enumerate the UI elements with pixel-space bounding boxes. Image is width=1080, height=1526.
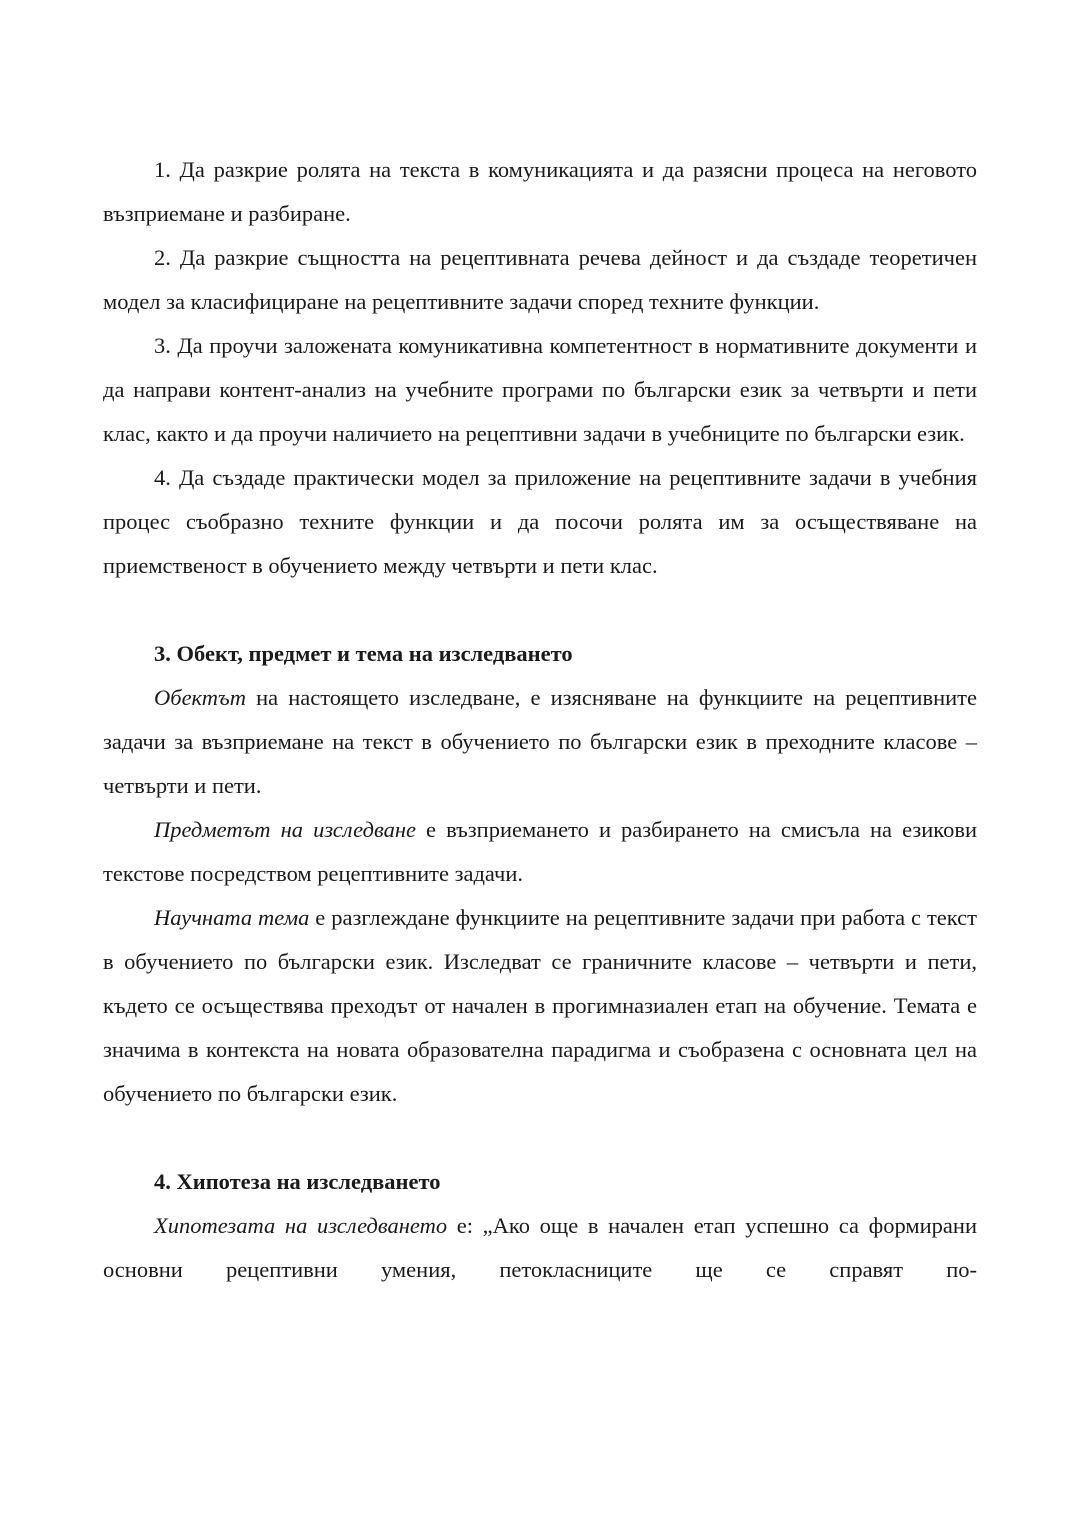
subject-text: е възприемането и разбирането на смисъла на езикови текстове посредством рецептивните задачи. — [103, 817, 978, 886]
document-page — [103, 148, 977, 1292]
section-4-heading: 4. Хипотеза на изследването — [154, 1169, 441, 1194]
topic-term: Научната тема — [154, 905, 310, 930]
section-spacer — [103, 1116, 977, 1160]
hypothesis-paragraph — [103, 1204, 977, 1292]
task-item-4: 4. Да създаде практически модел за приложение на рецептивните задачи в учебния процес съобразно техните функции и да посочи ролята им за осъществяване на приемственост в обучението между четвърти и пети клас. — [103, 465, 977, 578]
task-item-3: 3. Да проучи заложената комуникативна компетентност в нормативните документи и да направи контент-анализ на учебните програми по български език за четвърти и пети клас, както и да проучи наличието на рецептивни задачи в учебниците по български език. — [103, 333, 977, 446]
section-3-heading: 3. Обект, предмет и тема на изследването — [154, 641, 573, 666]
topic-text: е разглеждане функциите на рецептивните задачи при работа с текст в обучението по български език. Изследват се граничните класове – четвърти и пети, където се осъществява преходът от начален в прогимназиален етап на обучение. Темата е значима в контекста на новата образователна парадигма и съобразена с основната цел на обучението по български език. — [103, 905, 977, 1106]
object-text: на настоящето изследване, е изясняване на функциите на рецептивните задачи за възприемане на текст в обучението по български език в преходните класове – четвърти и пети. — [103, 685, 977, 798]
subject-paragraph — [103, 808, 977, 896]
task-item-2: 2. Да разкрие същността на рецептивната речева дейност и да създаде теоретичен модел за класифициране на рецептивните задачи според техните функции. — [103, 245, 977, 314]
hypothesis-term: Хипотезата на изследването — [154, 1213, 448, 1238]
object-term: Обектът — [154, 685, 246, 710]
task-item-1: 1. Да разкрие ролята на текста в комуникацията и да разясни процеса на неговото възприемане и разбиране. — [103, 157, 977, 226]
section-spacer — [103, 588, 977, 632]
topic-paragraph — [103, 896, 977, 1116]
subject-term: Предметът на изследване — [154, 817, 416, 842]
object-paragraph — [103, 676, 977, 808]
hypothesis-text: е: „Ако още в начален етап успешно са формирани основни рецептивни умения, петокласниците ще се справят по- — [103, 1213, 978, 1282]
